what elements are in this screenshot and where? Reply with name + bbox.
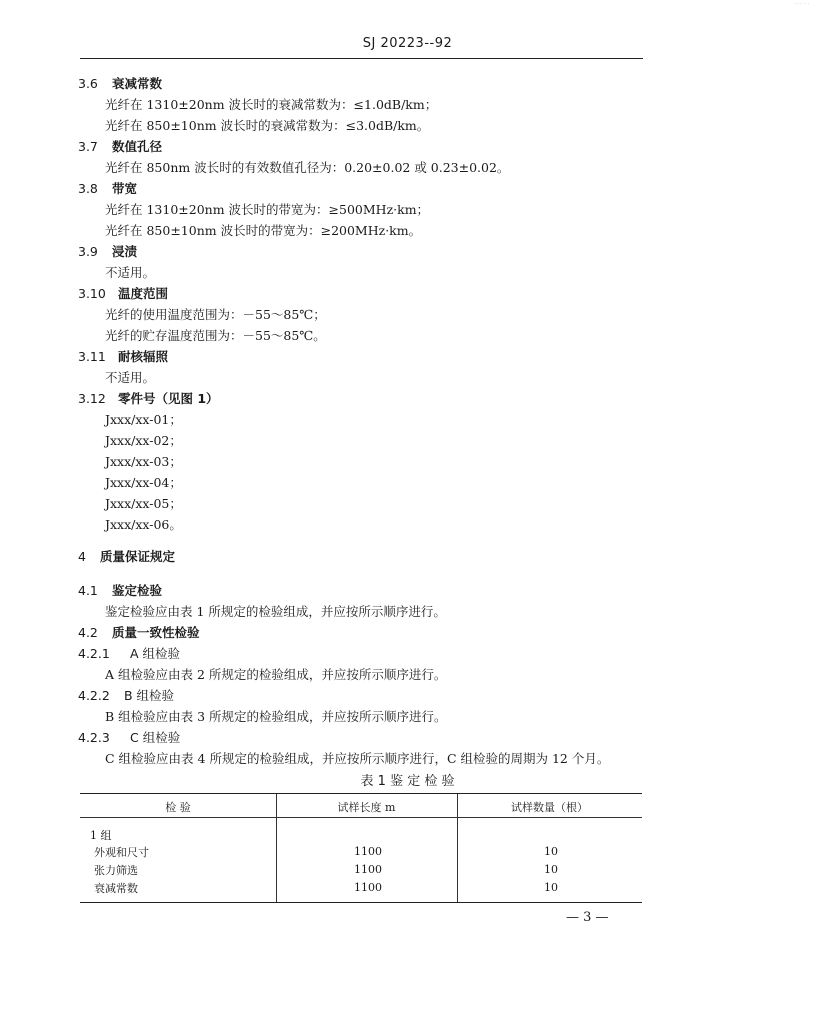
page-header: SJ 20223--92	[362, 36, 453, 51]
group-label: 1 组	[90, 829, 112, 842]
body-line: 不适用。	[105, 370, 156, 385]
table-header: 检 验	[165, 801, 191, 814]
part-number: Jxxx/xx-03；	[105, 454, 182, 469]
header-rule	[80, 817, 642, 818]
body-line: B 组检验应由表 3 所规定的检验组成，并应按所示顺序进行。	[105, 709, 447, 724]
section-heading: 4.2.3 C 组检验	[78, 730, 181, 745]
table-cell: 1100	[354, 881, 382, 894]
body-line: 不适用。	[105, 265, 156, 280]
table-cell: 10	[544, 863, 558, 876]
part-number: Jxxx/xx-05；	[105, 496, 182, 511]
scan-marker: · · · · · ·	[795, 1, 809, 6]
body-line: C 组检验应由表 4 所规定的检验组成，并应按所示顺序进行，C 组检验的周期为 12 个月。	[105, 751, 610, 766]
section-heading: 3.12 零件号（见图 1）	[78, 391, 219, 406]
section-heading: 3.10 温度范围	[78, 286, 169, 301]
section-heading: 4.2.2 B 组检验	[78, 688, 175, 703]
body-line: 光纤在 850±10nm 波长时的衰减常数为：≤3.0dB/km。	[105, 118, 430, 133]
table-cell: 衰减常数	[94, 882, 138, 895]
part-number: Jxxx/xx-01；	[105, 412, 182, 427]
table-cell: 张力筛选	[94, 864, 138, 877]
section-heading: 4.2 质量一致性检验	[78, 625, 200, 640]
table-caption: 表 1 鉴 定 检 验	[360, 774, 455, 789]
part-number: Jxxx/xx-02；	[105, 433, 182, 448]
header-rule	[80, 58, 643, 59]
part-number: Jxxx/xx-06。	[105, 517, 182, 532]
body-line: 光纤的贮存温度范围为：－55～85℃。	[105, 328, 326, 343]
part-number: Jxxx/xx-04；	[105, 475, 182, 490]
section-heading: 4.2.1 A 组检验	[78, 646, 181, 661]
page-number: — 3 —	[566, 910, 609, 925]
section-heading: 4.1 鉴定检验	[78, 583, 163, 598]
table-header: 试样长度 m	[337, 801, 396, 814]
section-heading: 3.6 衰减常数	[78, 76, 163, 91]
table-header: 试样数量（根）	[511, 801, 588, 814]
table-cell: 1100	[354, 863, 382, 876]
section-heading: 3.11 耐核辐照	[78, 349, 169, 364]
table-cell: 外观和尺寸	[94, 846, 149, 859]
table-cell: 10	[544, 845, 558, 858]
body-line: 光纤的使用温度范围为：－55～85℃；	[105, 307, 326, 322]
table-cell: 1100	[354, 845, 382, 858]
body-line: A 组检验应由表 2 所规定的检验组成，并应按所示顺序进行。	[105, 667, 447, 682]
body-line: 光纤在 850±10nm 波长时的带宽为：≥200MHz·km。	[105, 223, 422, 238]
inspection-table	[80, 793, 642, 903]
body-line: 光纤在 1310±20nm 波长时的衰减常数为：≤1.0dB/km；	[105, 97, 438, 112]
section-heading: 3.9 浸渍	[78, 244, 138, 259]
table-cell: 10	[544, 881, 558, 894]
body-line: 光纤在 1310±20nm 波长时的带宽为：≥500MHz·km；	[105, 202, 430, 217]
section-heading: 3.8 带宽	[78, 181, 138, 196]
body-line: 光纤在 850nm 波长时的有效数值孔径为：0.20±0.02 或 0.23±0.02。	[105, 160, 510, 175]
body-line: 鉴定检验应由表 1 所规定的检验组成，并应按所示顺序进行。	[105, 604, 446, 619]
chapter-heading: 4 质量保证规定	[78, 549, 176, 564]
section-heading: 3.7 数值孔径	[78, 139, 163, 154]
